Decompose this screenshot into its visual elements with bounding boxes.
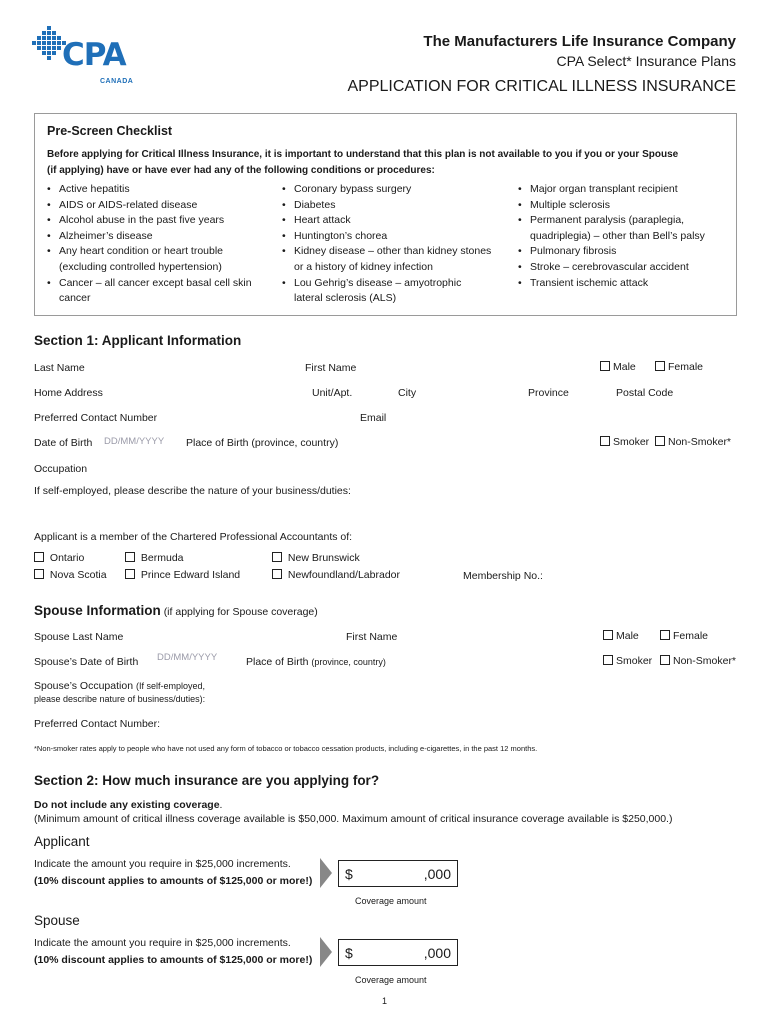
female-checkbox[interactable]: [655, 361, 665, 371]
spouse-occupation-label: [34, 680, 205, 692]
condition-item: • Major organ transplant recipient: [518, 182, 705, 198]
condition-item: • Huntington’s chorea: [282, 229, 491, 245]
condition-item: • Stroke – cerebrovascular accident: [518, 260, 705, 276]
spouse-amount-heading: Spouse: [34, 913, 80, 928]
condition-item: • Cancer – all cancer except basal cell skin: [47, 276, 252, 292]
spouse-dob-input[interactable]: DD/MM/YYYY: [157, 652, 218, 663]
smoker-label: Smoker: [613, 436, 650, 448]
condition-item: • Diabetes: [282, 198, 491, 214]
city-label: City: [398, 387, 417, 399]
spouse-discount-text: (10% discount applies to amounts of $125,000 or more!): [34, 954, 313, 966]
first-name-label: First Name: [305, 362, 357, 374]
spouse-contact-label: Preferred Contact Number:: [34, 718, 161, 730]
checklist-intro: [47, 147, 678, 179]
non-smoker-option[interactable]: [655, 436, 731, 448]
plan-name: CPA Select* Insurance Plans: [556, 53, 736, 69]
contact-number-label: Preferred Contact Number: [34, 412, 158, 424]
checkbox[interactable]: [34, 552, 44, 562]
last-name-label: Last Name: [34, 362, 85, 374]
occupation-text: Spouse’s Occupation: [34, 680, 134, 692]
pob-label: Place of Birth (province, country): [186, 437, 339, 449]
dob-label: Date of Birth: [34, 437, 93, 449]
condition-item: • Any heart condition or heart trouble: [47, 244, 252, 260]
condition-item: • Multiple sclerosis: [518, 198, 705, 214]
spouse-smoker-checkbox[interactable]: [603, 655, 613, 665]
arrow-right-icon: [320, 937, 332, 967]
coverage-limits: (Minimum amount of critical illness coverage available is $50,000. Maximum amount of critical insurance coverage available is $250,000.): [34, 813, 673, 825]
province-option-ontario[interactable]: [34, 552, 84, 564]
home-address-label: Home Address: [34, 387, 103, 399]
option-label: Ontario: [49, 552, 85, 564]
province-option-pei[interactable]: [125, 569, 240, 581]
checkbox[interactable]: [125, 569, 135, 579]
non-smoker-label: Non-Smoker*: [668, 436, 732, 448]
male-label: Male: [616, 630, 639, 642]
condition-item: • Heart attack: [282, 213, 491, 229]
spouse-smoker-option[interactable]: [603, 655, 652, 667]
spouse-heading: Spouse Information: [34, 603, 161, 618]
condition-item: • Lou Gehrig’s disease – amyotrophic: [282, 276, 491, 292]
spouse-occupation-note-2: please describe nature of business/duties):: [34, 694, 206, 704]
applicant-coverage-input[interactable]: [338, 860, 458, 887]
logo-wordmark: CPA: [62, 37, 126, 73]
page-number: 1: [382, 996, 388, 1006]
no-existing-note: [34, 799, 222, 811]
spouse-first-name-label: First Name: [346, 631, 398, 643]
smoker-checkbox[interactable]: [600, 436, 610, 446]
condition-item: • Coronary bypass surgery: [282, 182, 491, 198]
spouse-coverage-input[interactable]: [338, 939, 458, 966]
checklist-intro-line: Before applying for Critical Illness Insurance, it is important to understand that this plan is not available to you if you or your Spouse: [47, 149, 679, 160]
condition-item-continued: (excluding controlled hypertension): [59, 260, 222, 273]
condition-item: • AIDS or AIDS-related disease: [47, 198, 252, 214]
spouse-dob-label: Spouse’s Date of Birth: [34, 656, 139, 668]
condition-item: • Pulmonary fibrosis: [518, 244, 705, 260]
spouse-pob-label: [246, 656, 386, 668]
province-option-nova-scotia[interactable]: [34, 569, 107, 581]
spouse-heading-row: [34, 603, 318, 618]
option-label: New Brunswick: [287, 552, 360, 564]
smoker-option[interactable]: [600, 436, 649, 448]
spouse-male-checkbox[interactable]: [603, 630, 613, 640]
checklist-title: Pre-Screen Checklist: [47, 124, 173, 138]
spouse-non-smoker-checkbox[interactable]: [660, 655, 670, 665]
female-label: Female: [668, 361, 704, 373]
female-label: Female: [673, 630, 709, 642]
spouse-female-option[interactable]: [660, 630, 708, 642]
cpa-logo-icon: [32, 24, 66, 64]
gender-female-option[interactable]: [655, 361, 703, 373]
thousands-suffix: ,000: [423, 945, 451, 961]
self-employed-label: If self-employed, please describe the nature of your business/duties:: [34, 485, 351, 497]
occupation-note: (If self-employed,: [135, 681, 205, 691]
checkbox[interactable]: [34, 569, 44, 579]
checklist-column-2: [282, 182, 491, 307]
dollar-sign: $: [345, 866, 353, 882]
applicant-coverage-caption: Coverage amount: [355, 896, 427, 906]
condition-item-continued: or a history of kidney infection: [294, 260, 433, 273]
spouse-last-name-label: Spouse Last Name: [34, 631, 124, 643]
spouse-male-option[interactable]: [603, 630, 639, 642]
unit-label: Unit/Apt.: [312, 387, 353, 399]
province-option-bermuda[interactable]: [125, 552, 184, 564]
pre-screen-checklist: [34, 113, 737, 316]
occupation-label: Occupation: [34, 463, 88, 475]
thousands-suffix: ,000: [423, 866, 451, 882]
member-of-label: Applicant is a member of the Chartered Professional Accountants of:: [34, 531, 353, 543]
option-label: Bermuda: [140, 552, 184, 564]
spouse-coverage-caption: Coverage amount: [355, 975, 427, 985]
company-name: The Manufacturers Life Insurance Company: [423, 33, 736, 50]
pob-note: (province, country): [311, 657, 386, 667]
condition-item: • Transient ischemic attack: [518, 276, 705, 292]
applicant-amount-heading: Applicant: [34, 834, 90, 849]
pob-text: Place of Birth: [246, 656, 309, 668]
no-existing-bold: Do not include any existing coverage: [34, 799, 220, 811]
spouse-non-smoker-option[interactable]: [660, 655, 736, 667]
dollar-sign: $: [345, 945, 353, 961]
condition-item: • Kidney disease – other than kidney stones: [282, 244, 491, 260]
spouse-female-checkbox[interactable]: [660, 630, 670, 640]
condition-item: • Alzheimer’s disease: [47, 229, 252, 245]
province-option-newfoundland[interactable]: [272, 569, 400, 581]
non-smoker-label: Non-Smoker*: [673, 655, 737, 667]
applicant-increment-text: Indicate the amount you require in $25,000 increments.: [34, 858, 291, 870]
condition-item-continued: lateral sclerosis (ALS): [294, 292, 397, 305]
province-label: Province: [528, 387, 569, 399]
checklist-column-1: [47, 182, 252, 307]
condition-item: • Permanent paralysis (paraplegia,: [518, 213, 705, 229]
non-smoker-footnote: *Non-smoker rates apply to people who have not used any form of tobacco or tobacco cessation products, including e-cigarettes, in the past 12 months.: [34, 744, 538, 753]
arrow-right-icon: [320, 858, 332, 888]
gender-male-option[interactable]: [600, 361, 636, 373]
smoker-label: Smoker: [616, 655, 653, 667]
email-label: Email: [360, 412, 387, 424]
applicant-discount-text: (10% discount applies to amounts of $125,000 or more!): [34, 875, 313, 887]
condition-item-continued: quadriplegia) – other than Bell’s palsy: [530, 229, 705, 242]
checkbox[interactable]: [125, 552, 135, 562]
male-label: Male: [613, 361, 636, 373]
non-smoker-checkbox[interactable]: [655, 436, 665, 446]
spouse-heading-note: (if applying for Spouse coverage): [163, 606, 318, 618]
option-label: Newfoundland/Labrador: [287, 569, 401, 581]
membership-no-label: Membership No.:: [463, 570, 543, 582]
dob-input[interactable]: DD/MM/YYYY: [104, 436, 165, 447]
checklist-intro-line: (if applying) have or have ever had any of the following conditions or procedures:: [47, 165, 435, 176]
option-label: Prince Edward Island: [140, 569, 241, 581]
option-label: Nova Scotia: [49, 569, 107, 581]
checklist-column-3: [518, 182, 705, 291]
period: .: [219, 799, 223, 811]
condition-item-continued: cancer: [59, 292, 91, 305]
postal-code-label: Postal Code: [616, 387, 674, 399]
form-title: APPLICATION FOR CRITICAL ILLNESS INSURANCE: [347, 78, 736, 95]
condition-item: • Active hepatitis: [47, 182, 252, 198]
spouse-increment-text: Indicate the amount you require in $25,000 increments.: [34, 937, 291, 949]
section2-heading: Section 2: How much insurance are you applying for?: [34, 773, 380, 788]
province-option-new-brunswick[interactable]: [272, 552, 360, 564]
male-checkbox[interactable]: [600, 361, 610, 371]
checkbox[interactable]: [272, 569, 282, 579]
section1-heading: Section 1: Applicant Information: [34, 333, 242, 348]
logo-subtitle: CANADA: [100, 78, 134, 85]
condition-item: • Alcohol abuse in the past five years: [47, 213, 252, 229]
checkbox[interactable]: [272, 552, 282, 562]
